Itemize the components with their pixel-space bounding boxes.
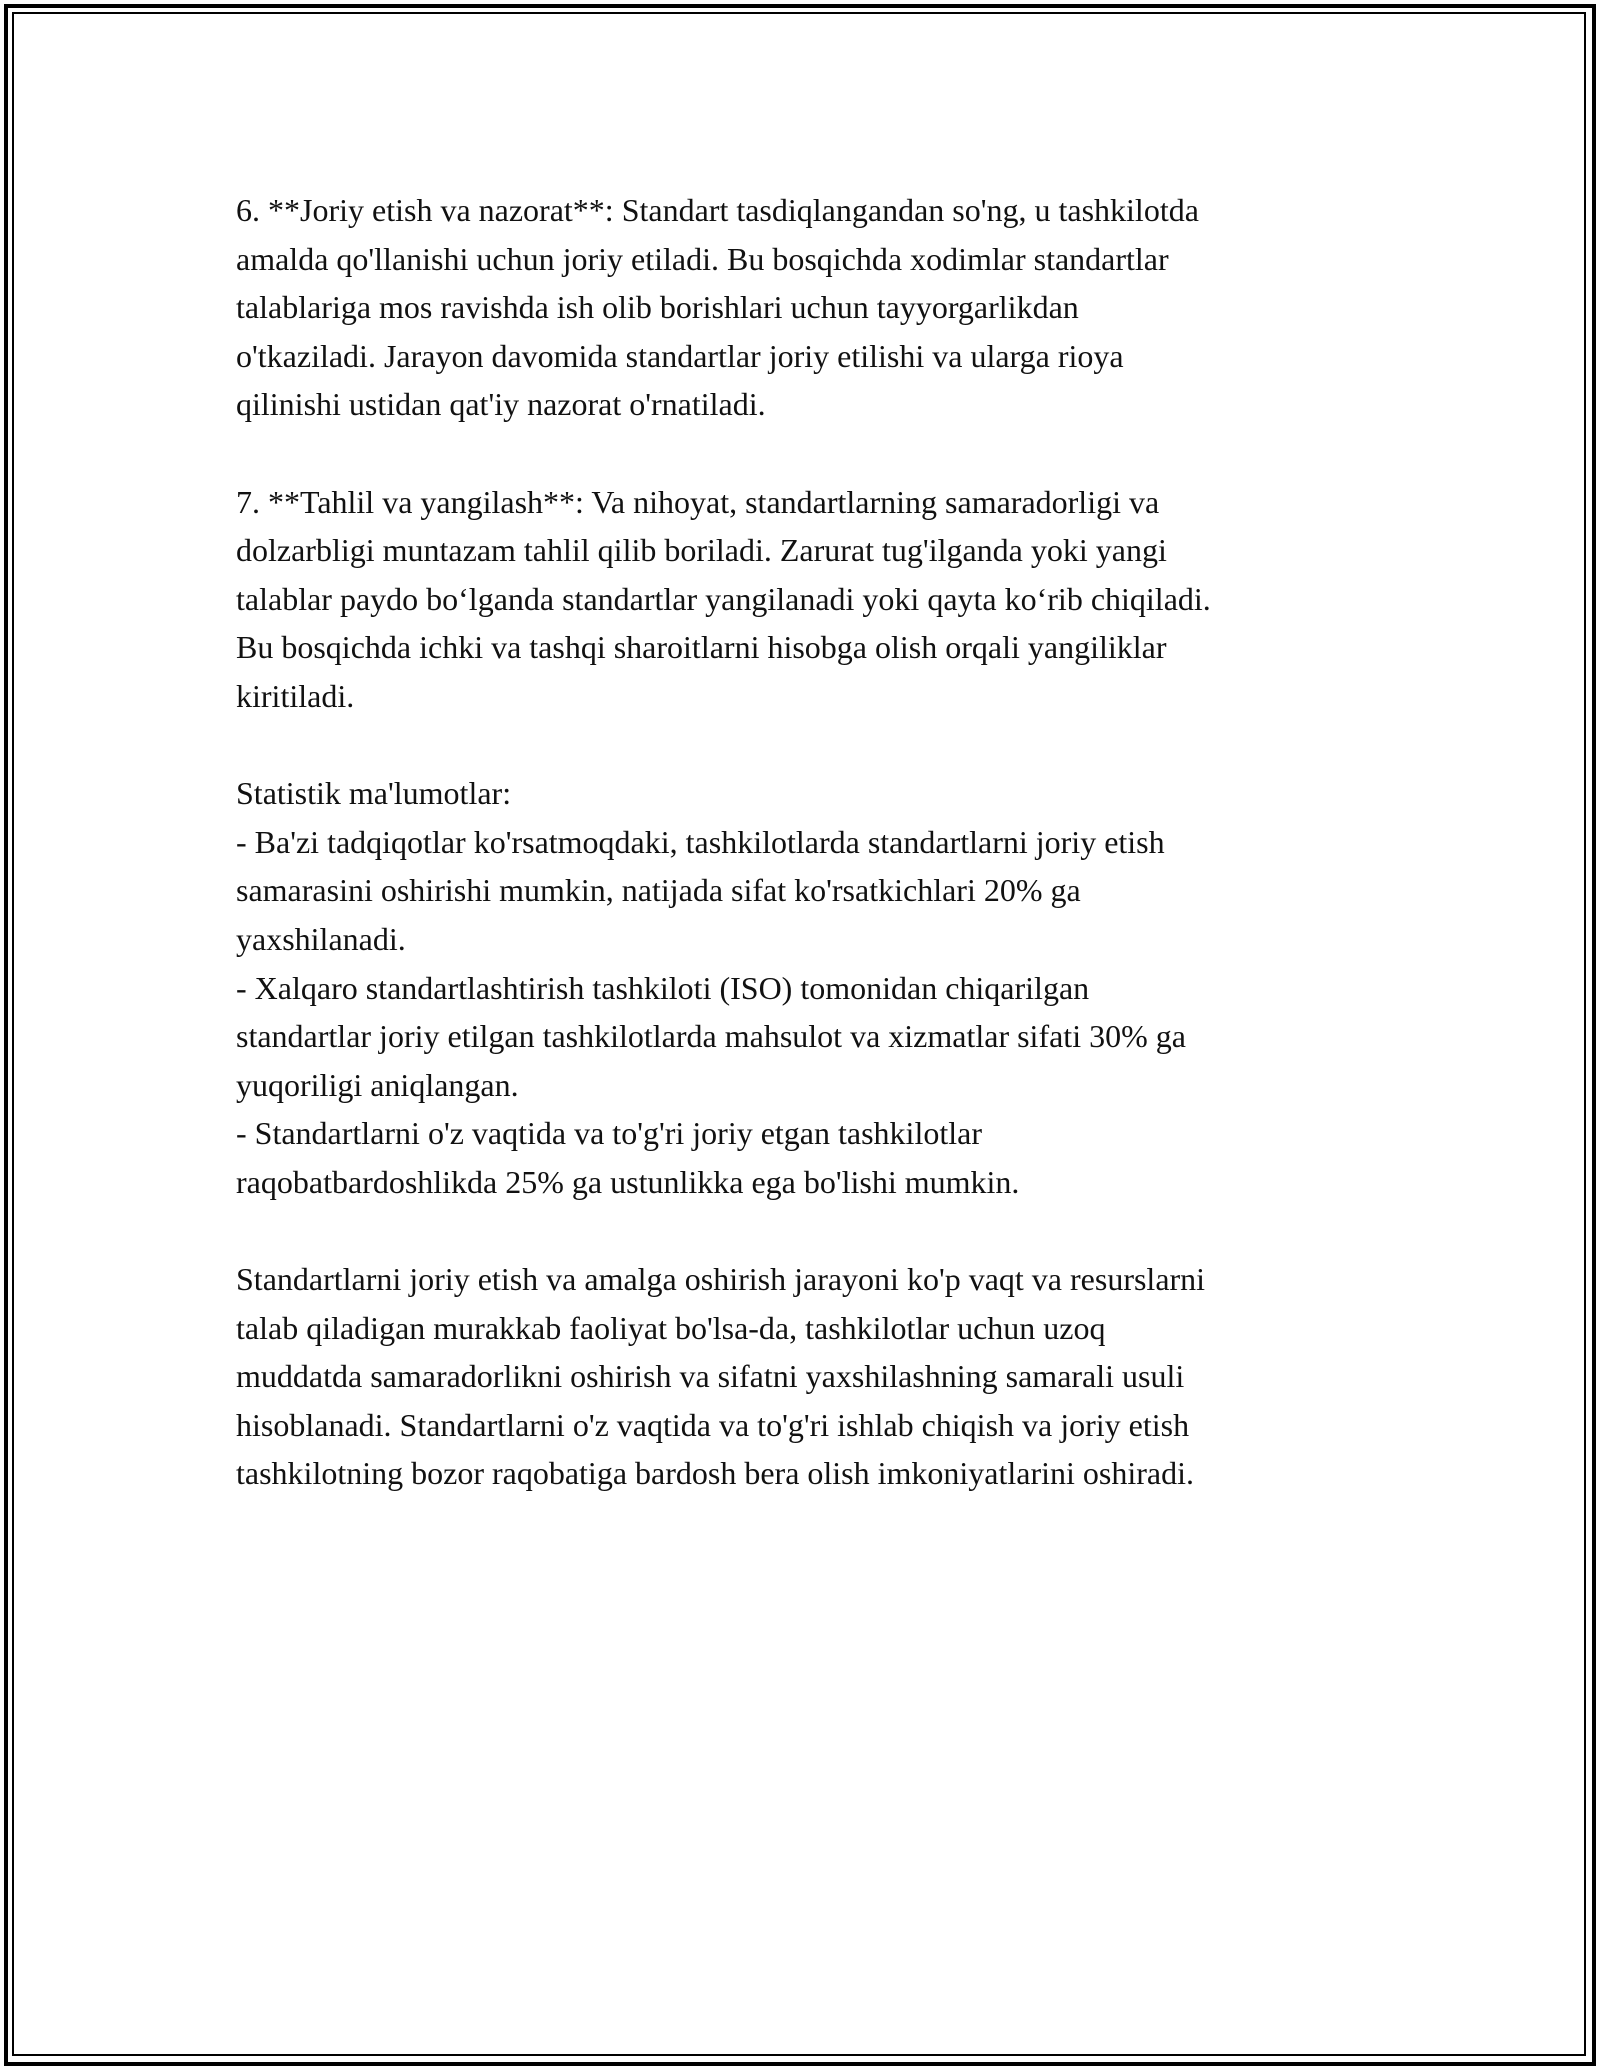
document-body	[236, 186, 1366, 1547]
paragraph-step-7: 7. **Tahlil va yangilash**: Va nihoyat, standartlarning samaradorligi va dolzarbligi muntazam tahlil qilib boriladi. Zarurat tug'ilganda yoki yangi talablar paydo bo‘lganda standartlar yangilanadi yoki qayta ko‘rib chiqiladi. Bu bosqichda ichki va tashqi sharoitlarni hisobga olish orqali yangiliklar kiritiladi.	[236, 483, 1211, 714]
statistics-item: - Ba'zi tadqiqotlar ko'rsatmoqdaki, tashkilotlarda standartlarni joriy etish samarasini oshirishi mumkin, natijada sifat ko'rsatkichlari 20% ga yaxshilanadi.	[236, 823, 1165, 957]
conclusion-paragraph: Standartlarni joriy etish va amalga oshirish jarayoni ko'p vaqt va resurslarni talab qiladigan murakkab faoliyat bo'lsa-da, tashkilotlar uchun uzoq muddatda samaradorlikni oshirish va sifatni yaxshilashning samarali usuli hisoblanadi. Standartlarni o'z vaqtida va to'g'ri ishlab chiqish va joriy etish tashkilotning bozor raqobatiga bardosh bera olish imkoniyatlarini oshiradi.	[236, 1261, 1206, 1492]
statistics-section	[236, 769, 1366, 1206]
paragraph-step-6: 6. **Joriy etish va nazorat**: Standart tasdiqlangandan so'ng, u tashkilotda amalda qo'llanishi uchun joriy etiladi. Bu bosqichda xodimlar standartlar talablariga mos ravishda ish olib borishlari uchun tayyorgarlikdan o'tkaziladi. Jarayon davomida standartlar joriy etilishi va ularga rioya qilinishi ustidan qat'iy nazorat o'rnatiladi.	[236, 192, 1199, 423]
statistics-item: - Standartlarni o'z vaqtida va to'g'ri joriy etgan tashkilotlar raqobatbardoshlikda 25% ga ustunlikka ega bo'lishi mumkin.	[236, 1115, 1020, 1200]
statistics-title: Statistik ma'lumotlar:	[236, 775, 512, 812]
statistics-item: - Xalqaro standartlashtirish tashkiloti (ISO) tomonidan chiqarilgan standartlar joriy etilgan tashkilotlarda mahsulot va xizmatlar sifati 30% ga yuqoriligi aniqlangan.	[236, 969, 1186, 1103]
